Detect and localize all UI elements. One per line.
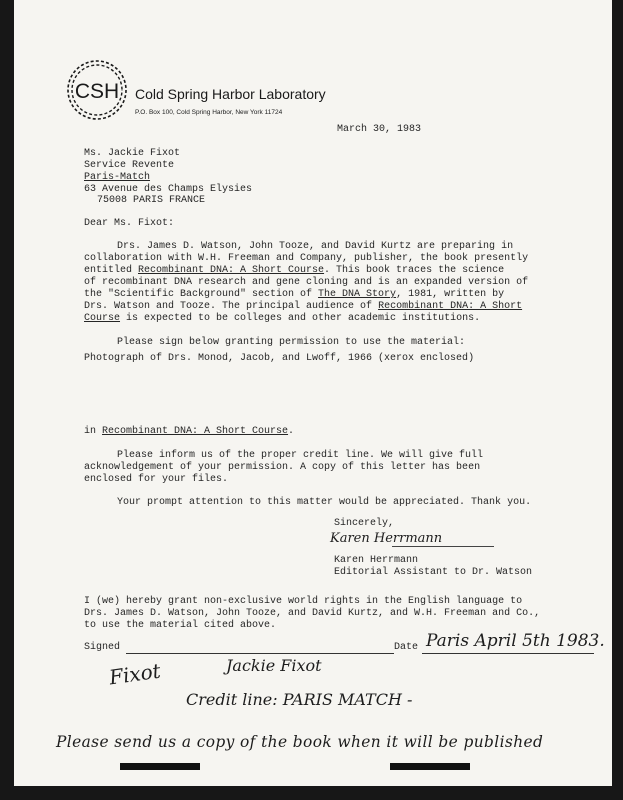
handwritten-signature: Fixot — [107, 658, 163, 690]
body-line: Drs. James D. Watson, John Tooze, and David Kurtz are preparing in — [117, 241, 514, 252]
body-line: acknowledgement of your permission. A copy of this letter has been — [84, 462, 481, 473]
book-title: Recombinant DNA: A Short Course — [102, 426, 289, 437]
scan-artifact — [120, 763, 200, 770]
body-line: of recombinant DNA research and gene cloning and is an expanded version of — [84, 277, 529, 288]
book-title: Course — [84, 313, 121, 324]
body-line — [84, 289, 504, 301]
organization-address: P.O. Box 100, Cold Spring Harbor, New York 11724 — [135, 109, 283, 116]
closing: Sincerely, — [334, 518, 395, 529]
body-line: collaboration with W.H. Freeman and Company, publisher, the book presently — [84, 253, 529, 264]
letter-page — [14, 0, 612, 786]
sender-title: Editorial Assistant to Dr. Watson — [334, 567, 533, 578]
handwritten-name: Jackie Fixot — [226, 656, 322, 675]
grant-line: I (we) hereby grant non-exclusive world rights in the English language to — [84, 596, 523, 607]
text-segment: , 1981, written by — [396, 289, 505, 300]
letter-date: March 30, 1983 — [337, 124, 422, 135]
signature-stroke — [392, 546, 494, 547]
handwritten-credit: Credit line: PARIS MATCH - — [186, 690, 413, 709]
grant-line: to use the material cited above. — [84, 620, 277, 631]
text-segment: Drs. Watson and Tooze. The principal audience of — [84, 301, 379, 312]
signed-label: Signed — [84, 642, 121, 653]
logo-text: CSH — [74, 80, 120, 103]
text-segment: . — [288, 426, 295, 437]
salutation: Dear Ms. Fixot: — [84, 218, 175, 229]
text-segment: is expected to be colleges and other academic institutions. — [120, 313, 481, 324]
handwritten-note: Please send us a copy of the book when it will be published — [56, 733, 544, 751]
sender-signature: Karen Herrmann — [330, 531, 443, 546]
handwritten-date: Paris April 5th 1983. — [426, 631, 605, 651]
recipient-name: Ms. Jackie Fixot — [84, 148, 181, 159]
body-line: Your prompt attention to this matter would be appreciated. Thank you. — [117, 497, 532, 508]
recipient-dept: Service Revente — [84, 160, 175, 171]
text-segment: . This book traces the science — [324, 265, 505, 276]
body-line: enclosed for your files. — [84, 474, 229, 485]
grant-line: Drs. James D. Watson, John Tooze, and David Kurtz, and W.H. Freeman and Co., — [84, 608, 541, 619]
book-title: Recombinant DNA: A Short — [378, 301, 523, 312]
organization-name: Cold Spring Harbor Laboratory — [135, 86, 326, 102]
sender-name: Karen Herrmann — [334, 555, 419, 566]
recipient-company: Paris-Match — [84, 172, 151, 183]
signature-line — [126, 653, 394, 654]
body-line — [84, 265, 504, 277]
body-line: Please inform us of the proper credit line. We will give full — [117, 450, 484, 461]
text-segment: in — [84, 426, 103, 437]
csh-logo — [64, 57, 130, 123]
book-title: The DNA Story — [318, 289, 397, 300]
body-line — [84, 426, 294, 438]
material-line: Photograph of Drs. Monod, Jacob, and Lwoff, 1966 (xerox enclosed) — [84, 353, 475, 364]
date-label: Date — [394, 642, 419, 653]
recipient-street: 63 Avenue des Champs Elysies — [84, 184, 253, 195]
text-segment: the "Scientific Background" section of — [84, 289, 319, 300]
book-title: Recombinant DNA: A Short Course — [138, 265, 325, 276]
body-line: Please sign below granting permission to use the material: — [117, 337, 466, 348]
body-line — [84, 301, 522, 313]
text-segment: entitled — [84, 265, 139, 276]
recipient-city: 75008 PARIS FRANCE — [97, 195, 206, 206]
body-line — [84, 313, 480, 325]
scan-artifact — [390, 763, 470, 770]
date-line — [422, 653, 594, 654]
